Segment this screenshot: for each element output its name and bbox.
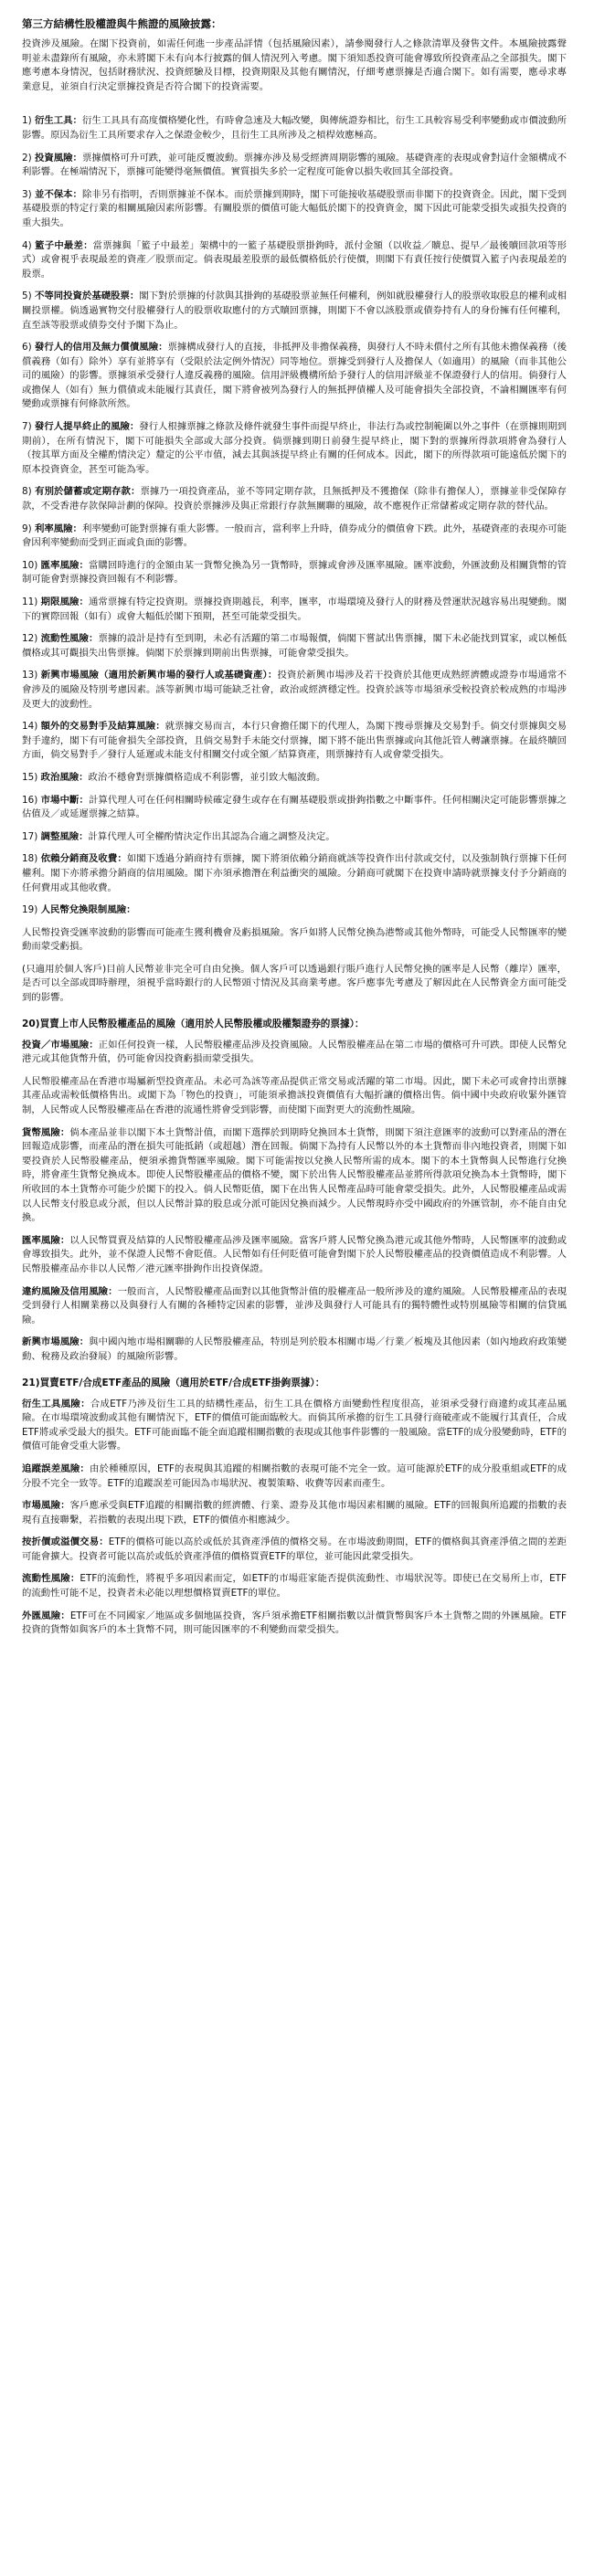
risk-item-number: 7) xyxy=(22,421,35,433)
section-paragraph xyxy=(22,1610,567,1638)
section-paragraph-heading: 投資／市場風險： xyxy=(22,1039,99,1050)
risk-item xyxy=(22,852,567,895)
risk-item-heading: 新興市場風險（適用於新興市場的發行人或基礎資產）： xyxy=(40,670,278,681)
risk-item-text: 票據乃一項投資產品，並不等同定期存款，且無抵押及不獲擔保（除非有擔保人），票據並非受保障存款，不受香港存款保障計劃的保障。投資於票據涉及與正常銀行存款無關聯的風險，故不應視作正常儲蓄或定期存款的替代品。 xyxy=(22,486,567,512)
risk-item-heading: 不等同投資於基礎股票： xyxy=(34,290,140,302)
risk-item-number: 3) xyxy=(22,188,35,200)
risk-item-heading: 並不保本： xyxy=(34,188,82,200)
rmb-conversion-paragraph: 人民幣投資受匯率波動的影響而可能產生獲利機會及虧損風險。客戶如將人民幣兌換為港幣或其他外幣時，可能受人民幣匯率的變動而蒙受虧損。 xyxy=(22,926,567,953)
section-paragraph-text: 客戶應承受與ETF追蹤的相關指數的經濟體、行業、證券及其他市場因素相關的風險。ETF的回報與所追蹤的指數的表現有直接聯繫，若指數的表現出現下跌，ETF的價值亦相應減少。 xyxy=(22,1500,567,1526)
risk-item xyxy=(22,485,567,513)
section-paragraph-text: ETF的價格可能以高於或低於其資產淨值的價格交易。在市場波動期間，ETF的價格與其資產淨值之間的差距可能會擴大。投資者可能以高於或低於資產淨值的價格買賣ETF的單位，並可能因此蒙受損失。 xyxy=(22,1536,567,1562)
section-paragraph-text: 一般而言，人民幣股權產品面對以其他貨幣計值的股權產品一般所涉及的違約風險。人民幣股權產品的表現受到發行人相關業務以及與發行人有關的各種特定因素的影響，並涉及與發行人可能具有的獨特體性或特別風險等相關的信貸風險。 xyxy=(22,1285,567,1325)
risk-item-number: 14) xyxy=(22,721,41,733)
risk-item-number: 11) xyxy=(22,596,41,607)
risk-item-number: 9) xyxy=(22,523,35,534)
risk-item xyxy=(22,596,567,624)
section-paragraph xyxy=(22,1075,567,1118)
risk-item xyxy=(22,632,567,660)
risk-item xyxy=(22,523,567,551)
risk-item-number: 10) xyxy=(22,559,41,571)
section-paragraph-heading: 衍生工具風險： xyxy=(22,1398,90,1409)
risk-item-heading: 人民幣兌換限制風險： xyxy=(40,904,136,916)
risk-item-heading: 衍生工具： xyxy=(34,115,82,127)
risk-item-heading: 發行人提早終止的風險： xyxy=(34,421,140,433)
section-paragraph xyxy=(22,1336,567,1364)
rmb-conversion-paragraph: (只適用於個人客戶)目前人民幣並非完全可自由兌換。個人客戶可以透過銀行賬戶進行人民幣兌換的匯率是人民幣（離岸）匯率，是否可以全部或即時辦理，須視乎當時銀行的人民幣頭寸情況及其商業考慮。客戶應事先考慮及了解因此在人民幣資金方面可能受到的影響。 xyxy=(22,963,567,1004)
risk-item xyxy=(22,903,567,918)
risk-item-number: 5) xyxy=(22,290,35,302)
section-paragraph-text: 由於種種原因，ETF的表現與其追蹤的相關指數的表現可能不完全一致。這可能源於ETF的成分股重組或ETF的成分股不完全一致等。ETF的追蹤誤差可能因為市場狀況、複製策略、收費等因素而產生。 xyxy=(22,1462,567,1489)
risk-item-heading: 利率風險： xyxy=(34,523,82,534)
section-paragraph xyxy=(22,1499,567,1527)
risk-item xyxy=(22,771,567,786)
section-paragraph-heading: 追蹤誤差風險： xyxy=(22,1462,90,1474)
section-paragraph-text: 人民幣股權產品在香港市場屬新型投資產品。未必可為該等產品提供正常交易或活躍的第二市場。因此，閣下未必可或會持出票據其產品或需較低價格售出。或閣下為「物色的投資」，可能須承擔該投資價值有大幅折讓的價格出售。倘中國中央政府收緊外匯管制，人民幣或人民幣股權產品在香港的流通性將會受到影響，而使閣下面對更大的流動性風險。 xyxy=(22,1075,567,1116)
risk-item-heading: 市場中斷： xyxy=(40,794,89,806)
risk-item-text: 當票據與「籃子中最差」架構中的一籃子基礎股票掛鉤時，派付金額（以收益／贖息、提早／最後贖回款項等形式）或會視乎表現最差的資產／股票而定。倘表現最差股票的最低價格低於行使價，則閣下有責任按行使價買入籃子內表現最差的股票。 xyxy=(22,239,567,280)
risk-item xyxy=(22,239,567,282)
risk-item-text: 投資於新興市場涉及若干投資於其他更成熟經濟體或證券市場通常不會涉及的風險及特別考慮因素。該等新興市場可能缺乏社會，政治或經濟穩定性。投資於該等市場須承受較投資於較成熟的市場涉及更大的波動性。 xyxy=(22,670,567,710)
section-paragraph-heading: 外匯風險： xyxy=(22,1610,70,1621)
section-paragraph xyxy=(22,1039,567,1067)
section-paragraph-text: 合成ETF乃涉及衍生工具的結構性產品，衍生工具在價格方面變動性程度很高，並須承受發行商違約或其產品風險。在市場環境波動或其他有關情況下，ETF的價值可能面臨較大。而倘其所承擔的衍生工具發行商破產或不能履行其責任，合成ETF將或承受最大的損失。ETF可能面臨不能全面追蹤相關指數的表現或其他事件影響的一般風險。當ETF的成分股變動時，ETF的價值可能會受重大影響。 xyxy=(22,1398,567,1452)
section-paragraph-text: 與中國內地市場相關聯的人民幣股權產品，特別是列於股本相關市場／行業／板塊及其他因素（如內地政府政策變動、稅務及政治發展）的風險所影響。 xyxy=(22,1336,567,1362)
risk-item-heading: 額外的交易對手及結算風險： xyxy=(40,721,165,733)
section-paragraph-text: 以人民幣買賣及結算的人民幣股權產品涉及匯率風險。當客戶將人民幣兌換為港元或其他外幣時，人民幣匯率的波動或會導致損失。此外，並不保證人民幣不會貶值。人民幣如有任何貶值可能會對閣下於人民幣股權產品的投資價值造成不利影響。人民幣股權產品亦非以人民幣／港元匯率掛鉤作出投資保證。 xyxy=(22,1234,567,1274)
risk-item-text: 通常票據有特定投資期。票據投資期越長，利率，匯率，市場環境及發行人的財務及營運狀況越容易出現變動。閣下的實際回報（如有）或會大幅低於閣下預期，甚至可能蒙受損失。 xyxy=(22,596,567,622)
intro-paragraph: 投資涉及風險。在閣下投資前，如需任何進一步產品詳情（包括風險因素），請參閱發行人之條款清單及發售文件。本風險披露聲明並未盡錄所有風險，亦未將閣下未有向本行披露的個人情況列入考慮。閣下須知悉投資可能會導致所投資產品之全部損失。閣下應考慮本身情況，包括財務狀況、投資經驗及目標，投資期限及其他有關情況，仔細考慮票據是否適合閣下。如有需要，應尋求專業意見，並須自行決定票據投資是否符合閣下的投資需要。 xyxy=(22,38,567,92)
risk-item-text: 閣下對於票據的付款與其掛鉤的基礎股票並無任何權利，例如就股權發行人的股票收取股息的權利或相關投票權。倘透過實物交付股權發行人的股票收取應付的方式贖回票據，則閣下不會以該股票或債券持有人的身份擁有任何權利，直至該等股票或債券交付予閣下為止。 xyxy=(22,290,567,331)
risk-item-text: 票據價格可升可跌，並可能反覆波動。票據亦涉及易受經濟周期影響的風險。基礎資產的表現或會對這什金額構成不利影響。在極端情況下，票據可能變得毫無價值。實質損失多於一定程度可能會以損失收回其全部投資。 xyxy=(22,152,567,178)
section-paragraph-heading: 按折價或溢價交易： xyxy=(22,1536,109,1548)
section-paragraph xyxy=(22,1234,567,1277)
section-paragraph-text: 正如任何投資一樣，人民幣股權產品涉及投資風險。人民幣股權產品在第二市場的價格可升可跌。即使人民幣兌港元或其他貨幣升值，仍可能會因投資虧損而蒙受損失。 xyxy=(22,1039,567,1065)
section-paragraph-heading: 貨幣風險： xyxy=(22,1126,70,1138)
risk-item-heading: 投資風險： xyxy=(34,152,82,164)
risk-item-text: 計算代理人可全權酌情決定作出其認為合適之調整及決定。 xyxy=(88,830,335,842)
risk-item-heading: 籃子中最差： xyxy=(35,239,93,251)
risk-item xyxy=(22,830,567,845)
document-title: 第三方結構性股權證與牛熊證的風險披露： xyxy=(22,17,222,30)
risk-item-number: 12) xyxy=(22,633,41,645)
section-paragraph-heading: 違約風險及信用風險： xyxy=(22,1285,118,1297)
risk-item-text: 除非另有指明，否則票據並不保本。而於票據到期時，閣下可能接收基礎股票而非閣下的投資資金。因此，閣下受到基礎股票的特定行業的相關風險因素所影響。有關股票的價值可能大幅低於閣下的投資資金，閣下因此可能蒙受損失或損失投資的重大損失。 xyxy=(22,188,567,228)
risk-item-text: 利率變動可能對票據有重大影響。一般而言，當利率上升時，債券成分的價值會下跌。此外，基礎資產的表現亦可能會因利率變動而受到正面或負面的影響。 xyxy=(22,523,567,549)
risk-item-text: 當購回時進行的金額由某一貨幣兌換為另一貨幣時，票據或會涉及匯率風險。匯率波動，外匯波動及相關貨幣的管制可能會對票據投資回報有不利影響。 xyxy=(22,559,567,586)
section-paragraph xyxy=(22,1285,567,1328)
risk-item-heading: 調整風險： xyxy=(40,830,89,842)
risk-item xyxy=(22,152,567,180)
risk-item-heading: 匯率風險： xyxy=(40,559,89,571)
risk-item-text: 計算代理人可在任何相關時候確定發生或存在有關基礎股票或掛鉤指數之中斷事件。任何相關決定可能影響票據之估值及／或延遲票據之結算。 xyxy=(22,794,567,820)
risk-item xyxy=(22,188,567,231)
risk-item-text: 如閣下透過分銷商持有票據，閣下將須依賴分銷商就該等投資作出付款或交付，以及強制執行票據下任何權利。閣下亦將承擔分銷商的信用風險。閣下亦須承擔潛在利益衝突的風險。分銷商可就閣下在投資申請時就票據支付予分銷商的任何費用或其他收費。 xyxy=(22,853,567,893)
risk-item xyxy=(22,559,567,587)
risk-item-number: 17) xyxy=(22,830,41,842)
section-paragraph-heading: 市場風險： xyxy=(22,1500,70,1512)
risk-item-text: 政治不穩會對票據價格造成不利影響，並引致大幅波動。 xyxy=(88,771,326,783)
section-paragraph xyxy=(22,1462,567,1491)
risk-item-number: 16) xyxy=(22,794,41,806)
risk-item xyxy=(22,114,567,143)
risk-item-number: 1) xyxy=(22,115,35,127)
risk-item-heading: 政治風險： xyxy=(40,771,89,783)
risk-item-text: 就票據交易而言，本行只會擔任閣下的代理人，為閣下搜尋票據及交易對手。倘交付票據與交易對手違約，閣下有可能會損失全部投資，且倘交易對手未能交付票據，閣下將不能出售票據或向其他託管人轉讓票據。在最終贖回方面，倘交易對手／發行人延遲或未能支付相關交付或全額／結算資產，則票據持有人或會蒙受損失。 xyxy=(22,721,567,761)
risk-item xyxy=(22,669,567,712)
section-21-list xyxy=(22,1398,567,1638)
section-paragraph-text: ETF可在不同國家／地區或多個地區投資，客戶須承擔ETF相關指數以計價貨幣與客戶本土貨幣之間的外匯風險。ETF投資的貨幣如與客戶的本土貨幣不同，則可能因匯率的不利變動而蒙受損失。 xyxy=(22,1610,567,1636)
risk-item-text: 衍生工具具有高度價格變化性，有時會急速及大幅改變，與傳統證券相比，衍生工具較容易受利率變動或市價波動所影響。原因為衍生工具所要求存入之保證金較少，且衍生工具所涉及之槓桿效應極高。 xyxy=(22,115,567,141)
risk-item xyxy=(22,290,567,333)
section-20-heading: 20)買賣上市人民幣股權產品的風險（適用於人民幣股權或股權類證券的票據）： xyxy=(22,1018,365,1029)
section-paragraph-heading: 新興市場風險： xyxy=(22,1336,90,1348)
risk-item-number: 15) xyxy=(22,771,41,783)
risk-item-number: 19) xyxy=(22,904,41,916)
risk-item-number: 8) xyxy=(22,486,36,498)
risk-item xyxy=(22,720,567,763)
rmb-conversion-section xyxy=(22,926,567,1006)
risk-item-heading: 依賴分銷商及收費： xyxy=(40,853,127,865)
risk-item-number: 2) xyxy=(22,152,35,164)
risk-item-number: 6) xyxy=(22,342,35,354)
risk-item-heading: 發行人的信用及無力償債風險： xyxy=(34,342,168,354)
risk-item xyxy=(22,420,567,477)
risk-item-number: 13) xyxy=(22,670,41,681)
risk-item-text: 發行人根據票據之條款及條件就發生事件而提早終止，非法行為或控制範圍以外之事件（在票據則期到期前），在所有情況下，閣下可能損失全部或大部分投資。倘票據到期日前發生提早終止，閣下對的票據所得款項將會為發行人（按其單方面及全權酌情決定）釐定的公平市值，減去其與該提早終止有關的任何成本。因此，閣下的所得款項可能遠低於閣下的原本投資資金，甚至可能為零。 xyxy=(22,421,567,475)
risk-item-text: 票據構成發行人的直接，非抵押及非擔保義務，與發行人不時未償付之所有其他未擔保義務（後償義務（如有）除外）享有並將享有（受限於法定例外情況）同等地位。票據受到發行人及擔保人（如適用）的風險（而非其他公司的風險）的影響。票據須承受發行人違反義務的風險。信用評級機構所給予發行人的信用評級並不保證發行人的信用。倘發行人或擔保人（如有）無力償債或未能履行其責任，閣下將會被列為發行人的無抵押債權人及可能會損失全部投資，不論相關匯率有何變動或票據有何條款所然。 xyxy=(22,342,567,410)
section-paragraph-text: 倘本產品並非以閣下本土貨幣計值，而閣下選擇於到期時兌換回本土貨幣，則閣下須注意匯率的波動可以對產品的潛在回報造成影響，而產品的潛在損失可能抵銷（或超越）潛在回報。倘閣下為持有人民幣以外的本土貨幣而非內地投資者，則閣下如要投資於人民幣股權產品，便須承擔貨幣匯率風險。閣下可能需按以兌換人民幣所需的成本。閣下的本土貨幣與人民幣進行兌換時，將會產生貨幣兌換成本。即使人民幣股權產品的價格不變，閣下於出售人民幣股權產品並將所得款項兌換為本土貨幣時，閣下所收回的本土貨幣亦可能少於閣下的投入。倘人民幣貶值，閣下在出售人民幣產品時可能會蒙受損失。此外，人民幣股權產品或需以人民幣支付股息或分派，但以人民幣計算的股息或分派可能因兌換而減少。人民幣現時亦受中國政府的外匯管制，亦不能自由兌換。 xyxy=(22,1126,567,1224)
risk-item-heading: 流動性風險： xyxy=(40,633,99,645)
section-paragraph xyxy=(22,1572,567,1600)
section-21-heading: 21)買賣ETF/合成ETF產品的風險（適用於ETF/合成ETF掛鉤票據）： xyxy=(22,1377,325,1388)
section-20-list xyxy=(22,1039,567,1365)
section-paragraph-text: ETF的流動性，將視乎多項因素而定，如ETF的市場莊家能否提供流動性、市場狀況等。即使已在交易所上市，ETF的流動性可能不足，投資者未必能以理想價格買賣ETF的單位。 xyxy=(22,1573,567,1599)
section-paragraph-heading: 流動性風險： xyxy=(22,1573,80,1585)
risk-item xyxy=(22,794,567,822)
risk-item-heading: 期限風險： xyxy=(40,596,89,607)
risk-item-heading: 有別於儲蓄或定期存款： xyxy=(35,486,141,498)
section-paragraph xyxy=(22,1126,567,1226)
section-paragraph xyxy=(22,1398,567,1454)
risk-item-text: 票據的設計是持有至到期，未必有活躍的第二市場報價，倘閣下嘗試出售票據，閣下未必能找到買家，或以極低價格或其可觀損失出售票據。倘閣下於票據到期前出售票據，可能會蒙受損失。 xyxy=(22,633,567,659)
section-paragraph-heading: 匯率風險： xyxy=(22,1234,70,1246)
section-paragraph xyxy=(22,1536,567,1564)
risk-item-number: 18) xyxy=(22,853,41,865)
risk-items-list xyxy=(22,114,567,917)
risk-item xyxy=(22,341,567,412)
risk-item-number: 4) xyxy=(22,239,36,251)
